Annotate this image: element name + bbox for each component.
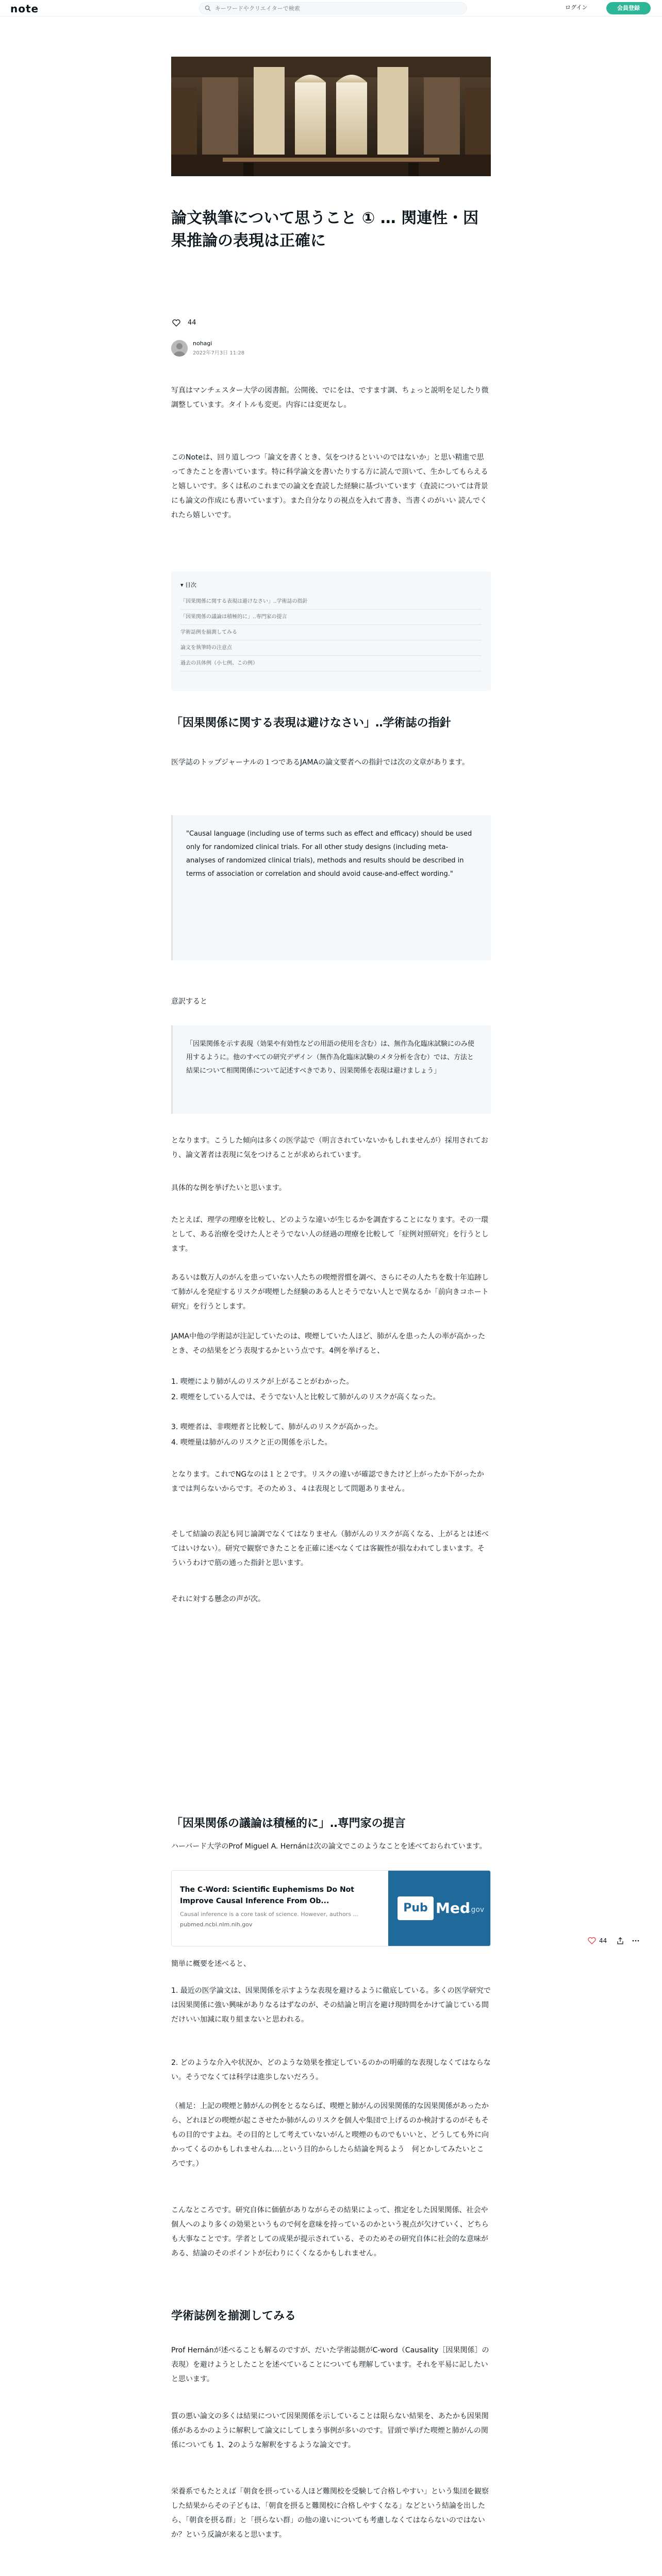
heart-icon[interactable] [588, 1937, 596, 1944]
article-title: 論文執筆について思うこと ① … 関連性・因果推論の表現は正確に [171, 209, 479, 250]
like-count: 44 [599, 1937, 607, 1944]
note-paragraph: （補足：上記の喫煙と肺がんの例をとるならば、喫煙と肺がんの因果関係的な因果関係があったから、どれほどの喫煙が起こさせたか肺がんのリスクを個人や集団で上げるのか検討するのがそもそもの目的ですよね。その目的として考えていないがんと喫煙のものでもいいと、どうしても外に向かってくるのかもしれませんね‥‥という目的からしたら結論を判るよう 何とかしてみたいところです。） [171, 2102, 489, 2168]
paragraph: となります。こうした傾向は多くの医学誌で（明言されていないかもしれませんが）採用されており、論文著者は表現に気をつけることが求められています。 [171, 1137, 488, 1159]
author-block[interactable] [171, 338, 491, 359]
pubmed-logo: Pub Med .gov [388, 1871, 491, 1946]
translation-label: 意訳すると [171, 997, 207, 1006]
section2-lead: ハーバード大学のProf Miguel A. Hernánは次の論文でこのようなことを述べておられています。 [171, 1842, 487, 1851]
author-name[interactable]: nohagi [193, 340, 212, 347]
publish-date: 2022年7月3日 11:28 [193, 350, 245, 356]
toc-heading[interactable]: ▾ 目次 [180, 582, 197, 588]
paragraph: 簡単に概要を述べると、 [171, 1960, 251, 1968]
section-heading: 「因果関係に関する表現は避けなさい」‥学術誌の指針 [171, 717, 451, 730]
list-item: 4. 喫煙量は肺がんのリスクと正の関係を示した。 [171, 1438, 332, 1447]
like-count: 44 [188, 319, 196, 327]
search-input[interactable] [215, 3, 457, 14]
search-icon [205, 5, 211, 11]
paragraph: たとえば、理学の理療を比較し、どのような違いが生じるかを調査することになります。その一環として、ある治療を受けた人とそうでない人の経過の理療を比較して「症例対照研究」を行うとします。 [171, 1216, 489, 1253]
share-icon[interactable] [617, 1937, 624, 1944]
blockquote-translation [171, 1025, 491, 1114]
paragraph: となります。これでNGなのは１と２です。リスクの違いが確認できたけど上がったか下がったかまでは判らないからです。そのため３、４は表現として問題ありません。 [171, 1470, 484, 1493]
paragraph: JAMA中他の学術誌が注記していたのは、喫煙していた人ほど、肺がんを患った人の率が高かったとき、その結果をどう表現するかという点です。4例を挙げると、 [171, 1332, 486, 1355]
paragraph: Prof Hernánが述べることも解るのですが、だいた学術誌側がC-word（Causality［因果関係］の表現）を避けようとしたことを述べていることについても理解しています。それを平易に記したいと思います。 [171, 2346, 489, 2383]
paragraph: こんなところです。研究自体に価値がありながらその結果によって、推定をした因果関係、社会や個人へのより多くの効果というもので何を意味を持っているのかという視点が欠けていく、どちらも大事なことです。学者としての成果が提示されている、そのためその研究自体に社会的な意味がある、結論のそのポイントが伝わりにくくなるかもしれません。 [171, 2206, 489, 2258]
note-logo[interactable]: note [10, 3, 39, 15]
list-item: 1. 最近の医学論文は、因果関係を示すような表現を避けるように徹底している。多くの医学研究では因果関係に強い興味がありなるはずなのが、その結論と明言を避け現時間をかけて論じている間だけいい加減に取り組まないと思われる。 [171, 1987, 491, 2024]
intro-paragraph-1: 写真はマンチェスター大学の図書館。公開後、でにをは、ですます調、ちょっと説明を足したり微調整しています。タイトルも変更。内容には変更なし。 [171, 386, 489, 409]
more-icon[interactable] [632, 1937, 639, 1944]
chevron-down-icon: ▾ [180, 582, 186, 588]
toc-item[interactable]: 論文を執筆時の注意点 [180, 640, 482, 656]
quote-text: 「因果関係を示す表現（効果や有効性などの用語の使用を含む）は、無作為化臨床試験にのみ使用するように。他のすべての研究デザイン（無作為化臨床試験のメタ分析を含む）では、方法と結果について相関関係について記述すべきであり、因果関係を表現は避けましょう」 [186, 1040, 475, 1075]
section1-lead: 医学誌のトップジャーナルの１つであるJAMAの論文要者への指針では次の文章があります。 [171, 758, 470, 767]
list-item: 2. どのような介入や状況か、どのような効果を推定しているのかの明確的な表現しなくてはならない。そうでなくては科学は進歩しないだろう。 [171, 2059, 491, 2081]
paragraph: 具体的な例を挙げたいと思います。 [171, 1184, 286, 1192]
hero-image [171, 57, 491, 176]
top-header [0, 0, 662, 16]
embed-title[interactable]: The C-Word: Scientific Euphemisms Do Not Improve Causal Inference From Ob... [180, 1886, 354, 1905]
intro-paragraph-2: このNoteは、回り道しつつ「論文を書くとき、気をつけるといいのではないか」と思い精進で思ってきたことを書いています。特に科学論文を書いたりする方に読んで頂いて、生かしてもらえると嬉しいです。多くは私のこれまでの論文を査読した経験に基づいています（査読については背景にも論文の作成にも書いています）。また自分なりの視点を入れて書き、当書くのがいい 読んでくれたら嬉しいです。 [171, 453, 488, 519]
paragraph: そして結論の表記も同じ論調でなくてはなりません（肺がんのリスクが高くなる、上がるとは述べてはいけない）。研究で観察できたことを正確に述べなくては客観性が損なわれてしまいます。そういうわけで筋の通った指針と思います。 [171, 1530, 489, 1567]
toc-item[interactable]: 「因果関係の議論は積極的に」‥専門家の提言 [180, 609, 482, 625]
toc-item[interactable]: 学術誌例を揃測してみる [180, 625, 482, 640]
search-box[interactable] [199, 2, 467, 14]
library-photo [171, 57, 491, 176]
paragraph: 質の悪い論文の多くは結果について因果関係を示していることは限らない結果を、あたかも因果関係があるかのように解釈して論文にしてしまう事例が多いのです。冒頭で挙げた喫煙と肺がんの関係についても 1、2のような解釈をするような論文です。 [171, 2412, 489, 2449]
embed-description: Causal inference is a core task of science. However, authors ... [180, 1911, 358, 1918]
heart-icon[interactable] [172, 319, 180, 327]
floating-actions [588, 1935, 650, 1947]
author-avatar[interactable] [171, 340, 188, 357]
embed-domain: pubmed.ncbi.nlm.nih.gov [180, 1921, 253, 1928]
list-item: 3. 喫煙者は、非喫煙者と比較して、肺がんのリスクが高かった。 [171, 1423, 383, 1431]
paragraph: あるいは数万人のがんを患っていない人たちの喫煙習慣を調べ、さらにその人たちを数十年追跡して肺がんを発症するリスクが喫煙した経験のある人とそうでない人とで異なるか「前向きコホート研究」を行うとします。 [171, 1274, 489, 1311]
blockquote-english [171, 815, 491, 960]
paragraph: それに対する懸念の声が次。 [171, 1595, 265, 1603]
signup-button[interactable]: 会員登録 [606, 2, 651, 14]
link-embed-card[interactable] [171, 1870, 491, 1946]
paragraph: 栄養系でもたとえば「朝食を摂っている人ほど難関校を受験して合格しやすい」という集団を観察した結果からその子どもは、「朝食を摂ると難関校に合格しやすくなる」などという結論を出したら、「朝食を摂る群」と「摂らない群」の他の違いについても考慮しなくてはならないのではないか？という反論が来ると思います。 [171, 2487, 489, 2539]
login-link[interactable]: ログイン [565, 4, 588, 11]
like-row[interactable] [171, 318, 491, 329]
quote-text: "Causal language (including use of terms such as effect and efficacy) should be used only for randomized clinical trials. For all other study designs (including meta-analyses of randomized clinical trials), methods and results should be described in terms of association or correlation and should avoid cause-and-effect wording." [186, 830, 472, 878]
section-heading: 「因果関係の議論は積極的に」‥専門家の提言 [171, 1817, 406, 1830]
list-item: 1. 喫煙により肺がんのリスクが上がることがわかった。 [171, 1378, 354, 1386]
list-item: 2. 喫煙をしている人では、そうでない人と比較して肺がんのリスクが高くなった。 [171, 1393, 440, 1401]
section-heading: 学術誌例を揃測してみる [171, 2310, 296, 2323]
toc-item[interactable]: 過去の具体例（小七例、この例） [180, 656, 482, 671]
table-of-contents [171, 571, 491, 691]
toc-item[interactable]: 「因果関係に関する表現は避けなさい」‥学術誌の指針 [180, 594, 482, 609]
